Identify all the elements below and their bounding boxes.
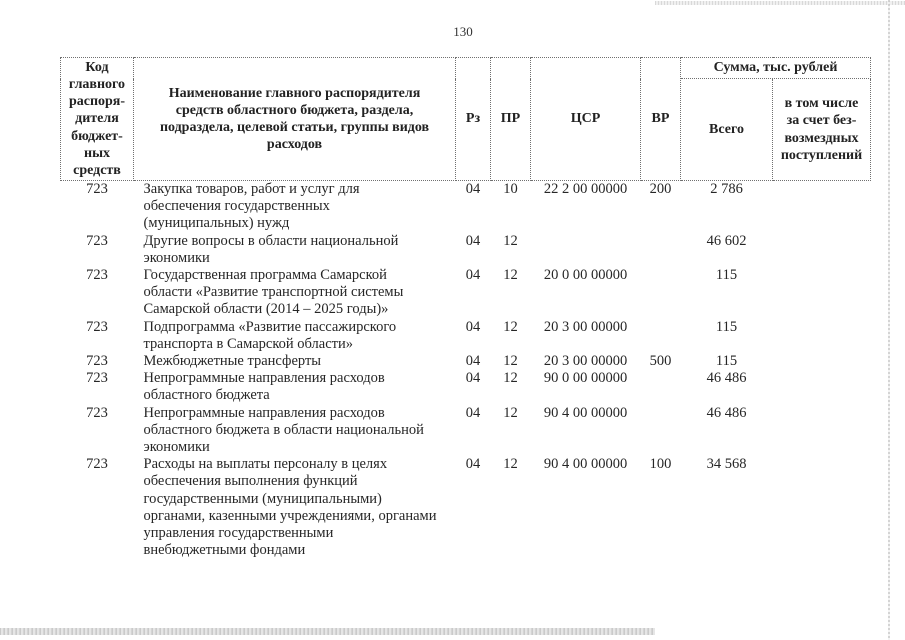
header-code [61, 58, 134, 181]
row-name [134, 353, 456, 370]
row-name-line: Самарской области (2014 – 2025 годы)» [143, 301, 389, 318]
header-name-line: расходов [266, 137, 323, 153]
scan-edge-bottom [0, 628, 655, 635]
row-name-line: органами, казенными учреждениями, органами [143, 507, 437, 524]
table-row [61, 353, 871, 370]
row-csr: 90 4 00 00000 [543, 404, 628, 421]
row-name [134, 267, 456, 319]
row-total: 115 [715, 318, 738, 335]
row-vr [641, 233, 681, 267]
row-code: 723 [86, 404, 108, 421]
row-incl [773, 353, 871, 370]
row-rz: 04 [465, 404, 481, 421]
row-name [134, 233, 456, 267]
header-code-line: бюджет- [71, 128, 123, 144]
header-rz: Рз [456, 58, 491, 181]
row-name-line: Непрограммные направления расходов [143, 370, 385, 387]
row-name-line: области «Развитие транспортной системы [143, 284, 404, 301]
row-rz: 04 [465, 181, 481, 197]
row-vr [641, 370, 681, 404]
row-vr: 100 [649, 456, 672, 473]
row-pr: 12 [503, 318, 518, 335]
row-total: 115 [715, 353, 738, 370]
header-incl-line: возмездных [784, 130, 859, 146]
row-name-line: Расходы на выплаты персоналу в целях [143, 456, 388, 473]
row-name-line: Закупка товаров, работ и услуг для [143, 181, 360, 197]
header-code-line: Код [85, 59, 109, 75]
row-vr [641, 267, 681, 319]
table-row [61, 181, 871, 233]
row-name-line: государственными (муниципальными) [143, 490, 382, 507]
row-incl [773, 233, 871, 267]
row-code: 723 [86, 181, 108, 197]
row-name-line: Другие вопросы в области национальной [143, 232, 399, 249]
row-incl [773, 405, 871, 457]
row-vr: 500 [649, 353, 672, 370]
table-header [61, 58, 871, 181]
header-name-line: подраздела, целевой статьи, группы видов [159, 120, 430, 135]
row-total: 46 486 [706, 404, 747, 421]
budget-table [60, 57, 871, 559]
header-code-line: ных [84, 145, 110, 161]
row-code: 723 [86, 370, 108, 387]
row-csr: 20 0 00 00000 [543, 267, 628, 284]
table-body [61, 181, 871, 560]
header-incl-line: за счет без- [786, 113, 857, 129]
row-name-line: Межбюджетные трансферты [143, 353, 322, 370]
row-incl [773, 456, 871, 559]
row-name-line: Подпрограмма «Развитие пассажирского [143, 318, 397, 335]
header-code-line: главного [68, 76, 126, 92]
row-rz: 04 [465, 318, 481, 335]
row-rz: 04 [465, 456, 481, 473]
row-rz: 04 [465, 232, 481, 249]
row-name [134, 370, 456, 404]
row-vr [641, 319, 681, 353]
row-total: 46 602 [706, 232, 747, 249]
row-csr: 20 3 00 00000 [543, 318, 628, 335]
row-pr: 12 [503, 456, 518, 473]
row-total: 46 486 [706, 370, 747, 387]
table-row [61, 456, 871, 559]
header-code-line: средств [73, 163, 121, 178]
row-csr: 20 3 00 00000 [543, 353, 628, 370]
header-name-line: средств областного бюджета, раздела, [175, 102, 414, 118]
row-incl [773, 267, 871, 319]
table-row [61, 405, 871, 457]
row-pr: 12 [503, 370, 518, 387]
row-csr: 22 2 00 00000 [543, 181, 628, 197]
header-vr: ВР [641, 58, 681, 181]
row-code: 723 [86, 456, 108, 473]
row-name-line: обеспечения государственных [143, 198, 330, 215]
row-total: 2 786 [710, 181, 743, 197]
row-rz: 04 [465, 370, 481, 387]
row-code: 723 [86, 353, 108, 370]
table-row [61, 267, 871, 319]
row-csr [531, 233, 641, 267]
row-name-line: экономики [143, 439, 210, 456]
row-rz: 04 [465, 353, 481, 370]
row-pr: 12 [503, 353, 518, 370]
row-rz: 04 [465, 267, 481, 284]
row-code: 723 [86, 318, 108, 335]
row-incl [773, 319, 871, 353]
row-incl [773, 181, 871, 233]
header-code-line: распоря- [68, 94, 126, 110]
header-name [134, 58, 456, 181]
row-name-line: Государственная программа Самарской [143, 267, 387, 284]
header-row [61, 58, 871, 79]
row-name-line: экономики [143, 249, 210, 266]
header-incl-line: в том числе [784, 96, 859, 112]
row-total: 115 [715, 267, 738, 284]
table-row [61, 319, 871, 353]
row-name [134, 405, 456, 457]
header-incl-line: поступлений [780, 147, 863, 163]
row-name-line: областного бюджета [143, 387, 270, 404]
row-name-line: областного бюджета в области национальной [143, 421, 424, 438]
row-name-line: обеспечения выполнения функций [143, 473, 358, 490]
row-pr: 12 [503, 404, 518, 421]
scan-edge-top [655, 1, 905, 5]
row-name-line: (муниципальных) нужд [143, 215, 290, 232]
row-name-line: внебюджетными фондами [143, 542, 306, 559]
row-code: 723 [86, 232, 108, 249]
row-name [134, 181, 456, 233]
row-pr: 10 [503, 181, 518, 197]
row-name-line: управления государственными [143, 525, 334, 542]
row-csr: 90 4 00 00000 [543, 456, 628, 473]
row-vr: 200 [649, 181, 672, 197]
row-csr: 90 0 00 00000 [543, 370, 628, 387]
row-code: 723 [86, 267, 108, 284]
header-code-line: дителя [75, 111, 119, 127]
scan-edge-right [888, 0, 890, 640]
table-row [61, 370, 871, 404]
row-name-line: транспорта в Самарской области» [143, 335, 353, 352]
header-total: Всего [681, 79, 773, 181]
row-pr: 12 [503, 232, 518, 249]
header-sum-group: Сумма, тыс. рублей [681, 58, 871, 79]
row-total: 34 568 [706, 456, 747, 473]
table-row [61, 233, 871, 267]
header-name-line: Наименование главного распорядителя [168, 85, 421, 101]
row-vr [641, 405, 681, 457]
header-incl [773, 79, 871, 181]
page-number: 130 [453, 24, 473, 39]
row-pr: 12 [503, 267, 518, 284]
row-name-line: Непрограммные направления расходов [143, 404, 385, 421]
row-name [134, 319, 456, 353]
header-pr: ПР [491, 58, 531, 181]
header-csr: ЦСР [531, 58, 641, 181]
row-name [134, 456, 456, 559]
row-incl [773, 370, 871, 404]
